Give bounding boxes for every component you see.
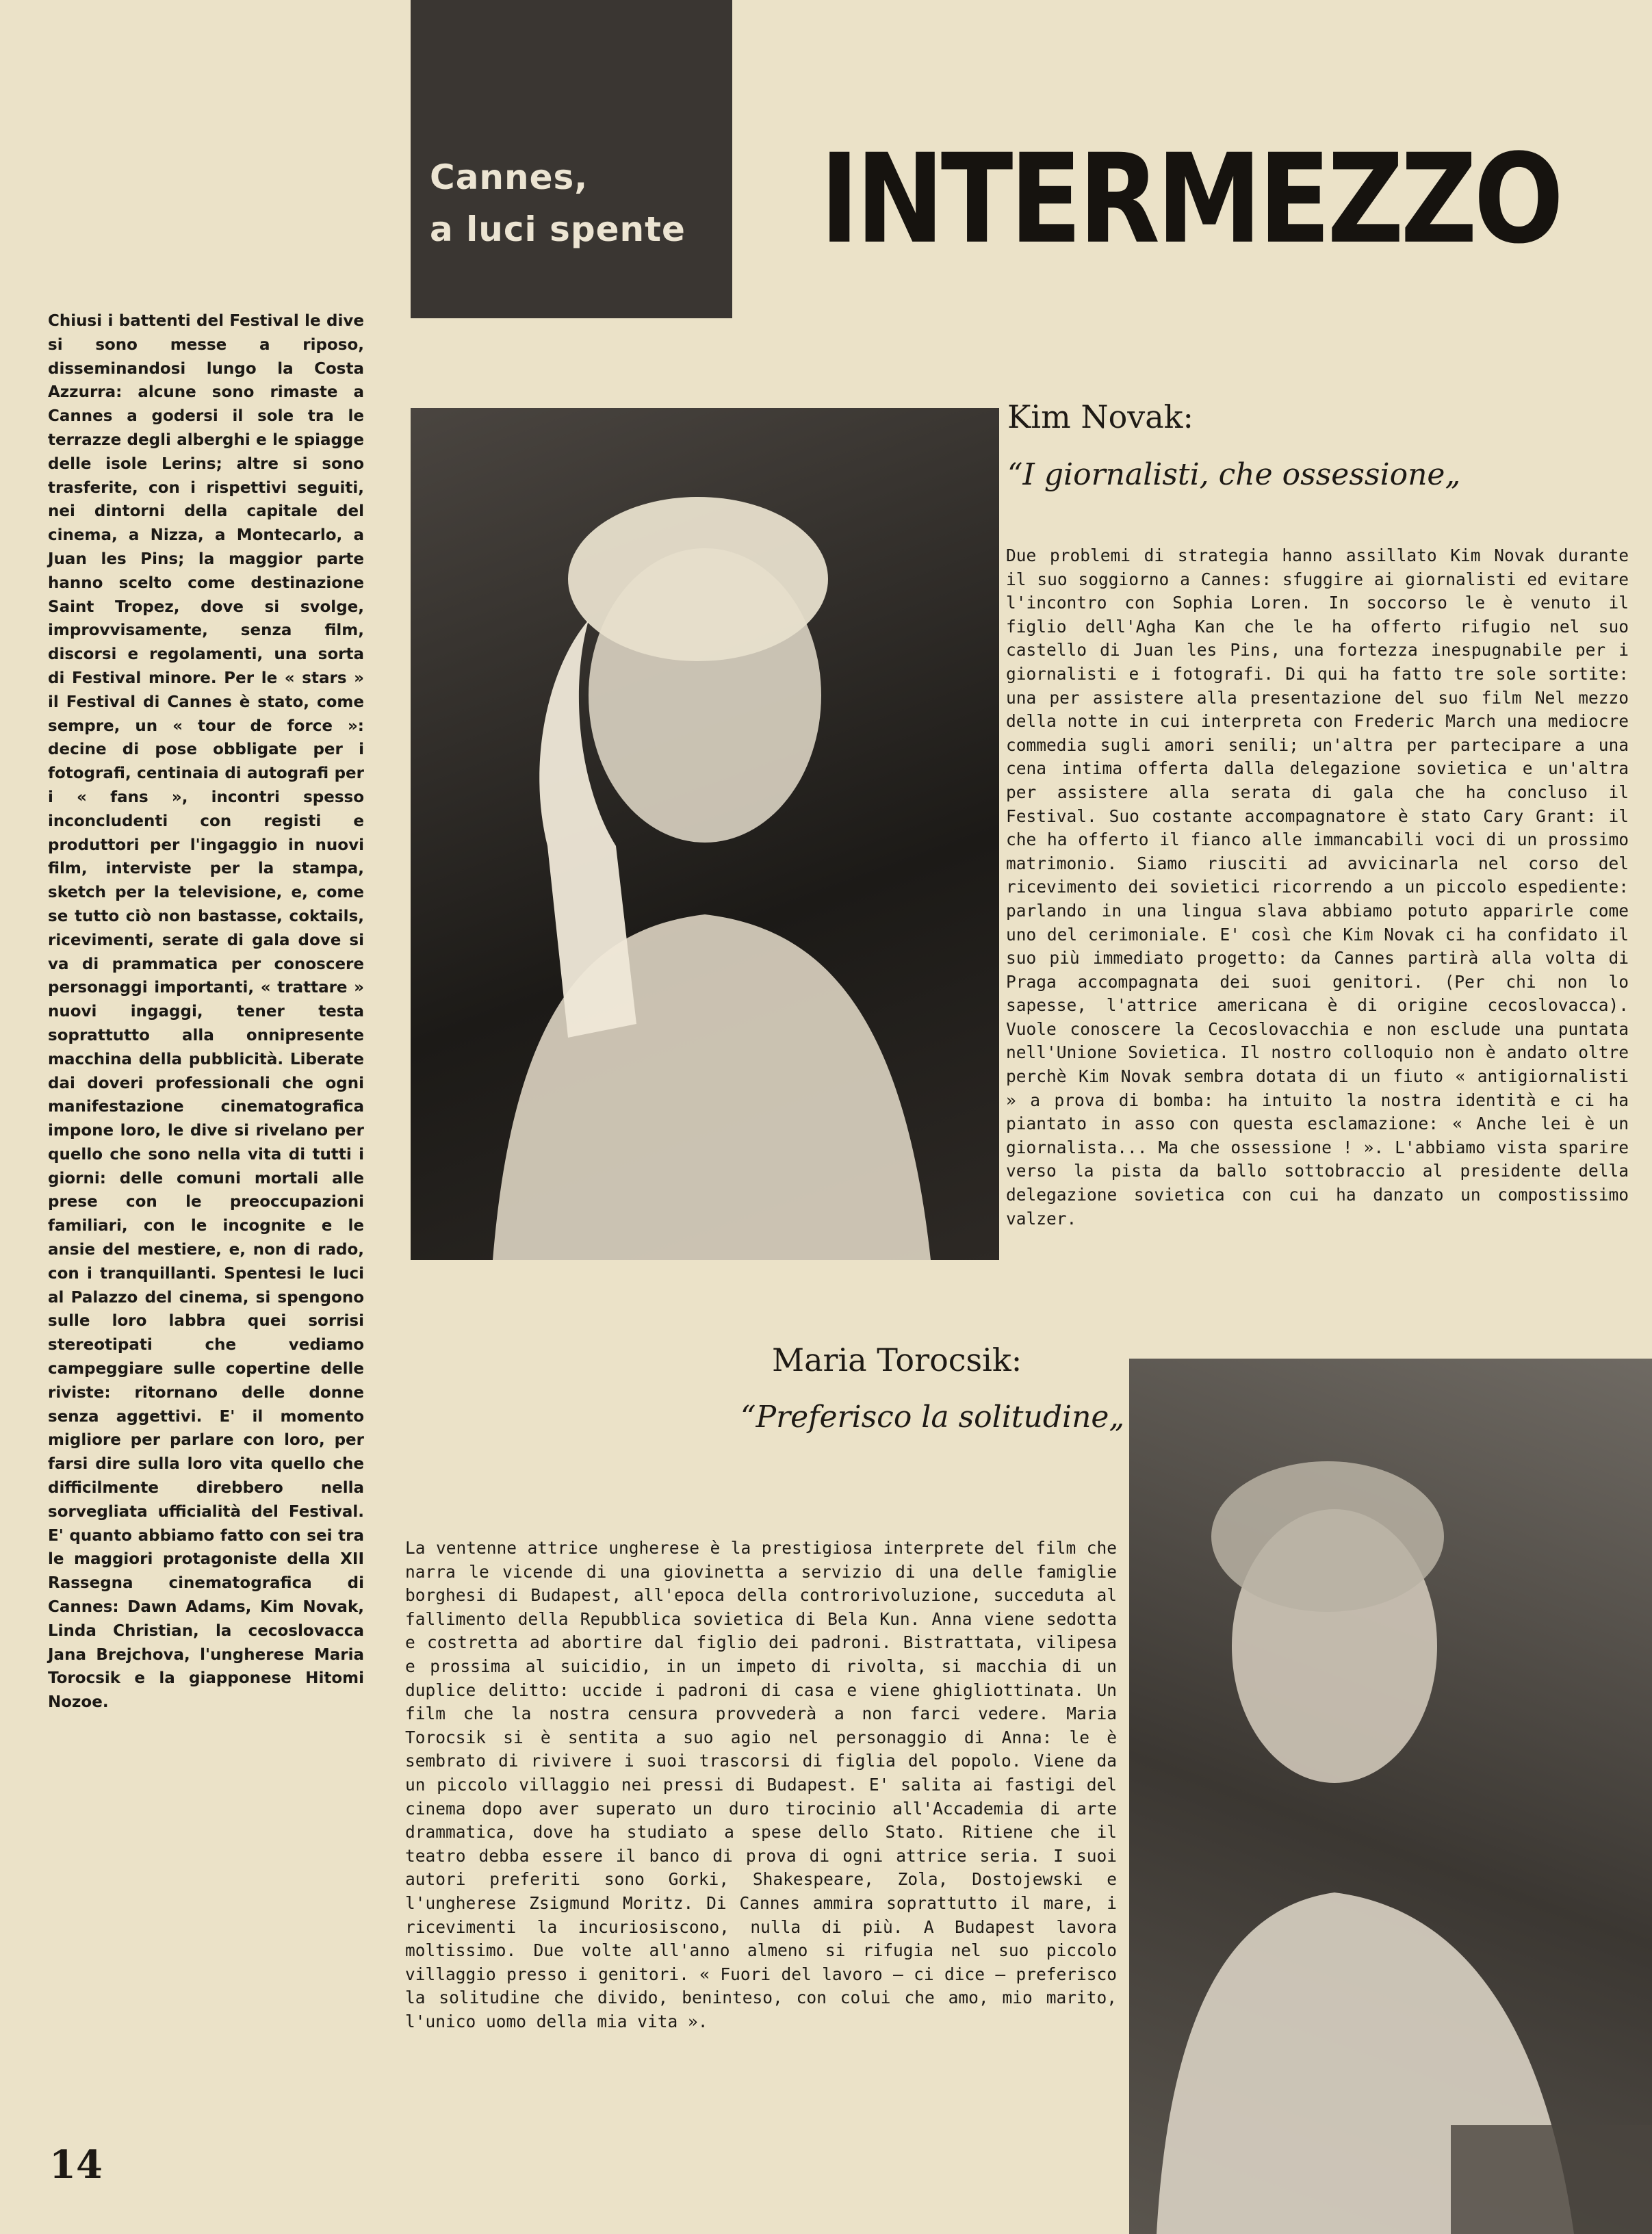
maria-quote: “Preferisco la solitudine„ bbox=[740, 1400, 1125, 1435]
intro-text: Chiusi i battenti del Festival le dive si sono messe a riposo, disseminandosi lungo la Costa Azzurra: alcune sono rimaste a Cannes a godersi il sole tra le terrazze degli alberghi e le spiagge delle isole Lerins; altre si sono trasferite, con i rispettivi seguiti, nei dintorni della capitale del cinema, a Nizza, a Montecarlo, a Juan les Pins; la maggior parte hanno scelto come destinazione Saint Tropez, dove si svolge, improvvisamente, senza film, discorsi e regolamenti, una sorta di Festival minore. Per le « stars » il Festival di Cannes è stato, come sempre, un « tour de force »: decine di pose obbligate per i fotografi, centinaia di autografi per i « fans », incontri spesso inconcludenti con registi e produttori per l'ingaggio in nuovi film, interviste per la stampa, sketch per la televisione, e, come se tutto ciò non bastasse, coktails, ricevimenti, serate di gala dove si va di prammatica per conoscere personaggi importanti, « trattare » nuovi ingaggi, tener testa soprattutto alla onnipresente macchina della pubblicità. Liberate dai doveri professionali che ogni manifestazione cinematografica impone loro, le dive si rivelano per quello che sono nella vita di tutti i giorni: delle comuni mortali alle prese con le preoccupazioni familiari, con le incognite e le ansie del mestiere, e, non di rado, con i tranquillanti. Spentesi le luci al Palazzo del cinema, si spengono sulle loro labbra quei sorrisi stereotipati che vediamo campeggiare sulle copertine delle riviste: ritornano delle donne senza aggettivi. E' il momento migliore per parlare con loro, per farsi dire sulla loro vita quello che difficilmente direbbero nella sorvegliata ufficialità del Festival. E' quanto abbiamo fatto con sei tra le maggiori protagoniste della XII Rassegna cinematografica di Cannes: Dawn Adams, Kim Novak, Linda Christian, la cecoslovacca Jana Brejchova, l'ungherese Maria Torocsik e la giapponese Hitomi Nozoe. bbox=[48, 312, 364, 1712]
kim-name: Kim Novak: bbox=[1007, 398, 1194, 435]
kim-novak-photo bbox=[411, 408, 999, 1260]
maria-article bbox=[405, 1537, 1117, 2033]
maria-torocsik-photo bbox=[1129, 1359, 1652, 2234]
kicker-line-2: a luci spente bbox=[430, 209, 686, 249]
portrait-silhouette-icon bbox=[1129, 1359, 1652, 2234]
page-number: 14 bbox=[49, 2142, 103, 2187]
maria-article-text: La ventenne attrice ungherese è la prestigiosa interprete del film che narra le vicende di una giovinetta a servizio di una delle famiglie borghesi di Budapest, all'epoca della controrivoluzione, succeduta al fallimento della Repubblica sovietica di Bela Kun. Anna viene sedotta e costretta ad abortire dal figlio dei padroni. Bistrattata, vilipesa e prossima al suicidio, in un impeto di rivolta, si macchia di un duplice delitto: uccide i padroni di casa e viene ghigliottinata. Un film che la nostra censura provvederà a non farci vedere. Maria Torocsik si è sentita a suo agio nel personaggio di Anna: le è sembrato di rivivere i suoi trascorsi di figlia del popolo. Viene da un piccolo villaggio nei pressi di Budapest. E' salita ai fastigi del cinema dopo aver superato un duro tirocinio all'Accademia di arte drammatica, dove ha studiato a spese dello Stato. Ritiene che il teatro debba essere il banco di prova di ogni attrice seria. I suoi autori preferiti sono Gorki, Shakespeare, Zola, Dostojewski e l'ungherese Zsigmund Moritz. Di Cannes ammira soprattutto il mare, i ricevimenti la incuriosiscono, nulla di più. A Budapest lavora moltissimo. Due volte all'anno almeno si rifugia nel suo piccolo villaggio presso i genitori. « Fuori del lavoro — ci dice — preferisco la solitudine che divido, beninteso, con colui che amo, mio marito, l'unico uomo della mia vita ». bbox=[405, 1538, 1117, 2031]
intro-column bbox=[48, 309, 364, 1715]
maria-name: Maria Torocsik: bbox=[772, 1341, 1022, 1378]
kicker-box bbox=[411, 0, 732, 318]
portrait-silhouette-icon bbox=[411, 408, 999, 1260]
kicker-line-1: Cannes, bbox=[430, 157, 589, 197]
kim-article-text: Due problemi di strategia hanno assillato Kim Novak durante il suo soggiorno a Cannes: sfuggire ai giornalisti ed evitare l'incontro con Sophia Loren. In soccorso le è venuto il figlio dell'Agha Kan che le ha offerto rifugio nel suo castello di Juan les Pins, una fortezza inespugnabile per i giornalisti e i fotografi. Di qui ha fatto tre sole sortite: una per assistere alla presentazione del suo film Nel mezzo della notte in cui interpreta con Frederic March una mediocre commedia sugli amori senili; un'altra per partecipare a una cena intima offerta dalla delegazione sovietica e un'altra per assistere alla serata di gala che ha concluso il Festival. Suo costante accompagnatore è stato Cary Grant: il che ha offerto il fianco alle immancabili voci di un prossimo matrimonio. Siamo riusciti ad avvicinarla nel corso del ricevimento dei sovietici ricorrendo a un piccolo espediente: parlando in una lingua slava abbiamo potuto apparirle come uno del cerimoniale. E' così che Kim Novak ci ha confidato il suo più immediato progetto: da Cannes partirà alla volta di Praga accompagnata dei suoi genitori. (Per chi non lo sapesse, l'attrice americana è di origine cecoslovacca). Vuole conoscere la Cecoslovacchia e non esclude una puntata nell'Unione Sovietica. Il nostro colloquio non è andato oltre perchè Kim Novak sembra dotata di un fiuto « antigiornalisti » a prova di bomba: ha intuito la nostra identità e ci ha piantato in asso con questa esclamazione: « Anche lei è un giornalista... Ma che ossessione ! ». L'abbiamo vista sparire verso la pista da ballo sottobraccio al presidente della delegazione sovietica con cui ha danzato un compostissimo valzer. bbox=[1006, 545, 1629, 1229]
kim-article bbox=[1006, 544, 1629, 1231]
kim-quote: “I giornalisti, che ossessione„ bbox=[1007, 457, 1461, 492]
headline: INTERMEZZO bbox=[820, 128, 1560, 271]
